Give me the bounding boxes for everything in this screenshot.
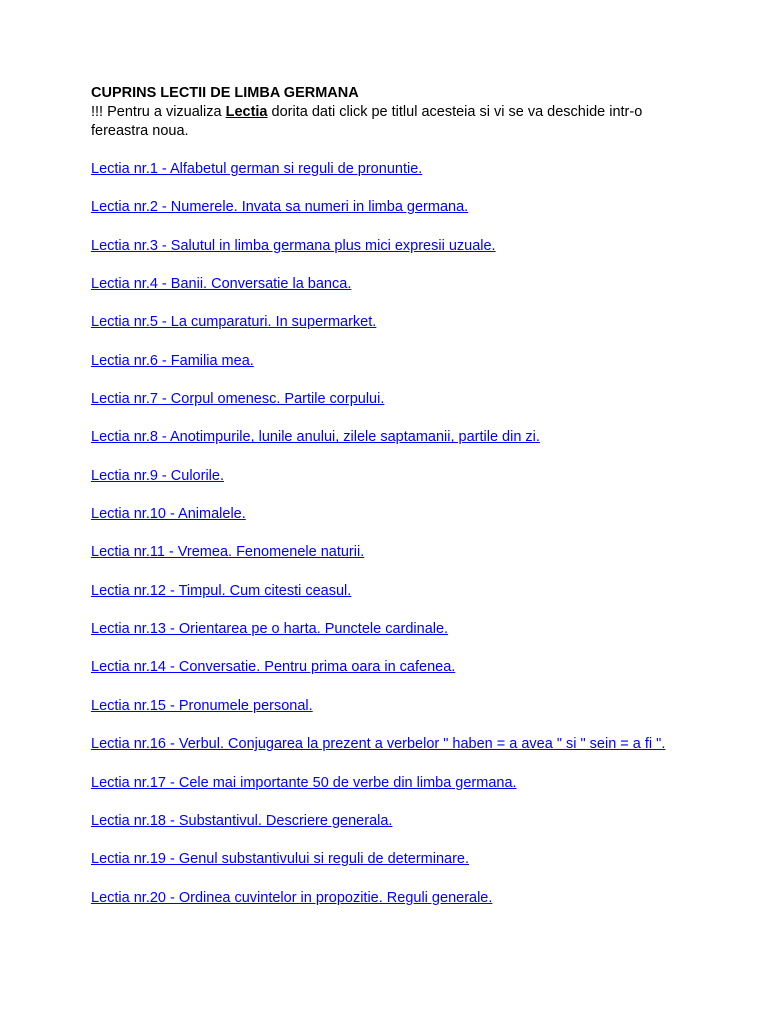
list-item [91, 774, 681, 793]
list-item [91, 275, 681, 294]
lesson-link-20[interactable]: Lectia nr.20 - Ordinea cuvintelor in propozitie. Reguli generale. [91, 889, 493, 906]
lesson-link-5[interactable]: Lectia nr.5 - La cumparaturi. In supermarket. [91, 314, 377, 331]
list-item [91, 467, 681, 486]
intro-text-after: dorita dati click pe titlul acesteia si vi se va deschide intr-o fereastra noua. [91, 104, 643, 139]
lesson-link-11[interactable]: Lectia nr.11 - Vremea. Fenomenele naturii. [91, 544, 365, 561]
list-item [91, 505, 681, 524]
lesson-link-12[interactable]: Lectia nr.12 - Timpul. Cum citesti ceasul. [91, 582, 352, 599]
list-item [91, 160, 681, 179]
lesson-link-8[interactable]: Lectia nr.8 - Anotimpurile, lunile anului, zilele saptamanii, partile din zi. [91, 429, 540, 446]
document-page [91, 84, 681, 927]
lesson-link-3[interactable]: Lectia nr.3 - Salutul in limba germana plus mici expresii uzuale. [91, 237, 496, 254]
list-item [91, 198, 681, 217]
intro-text-before: !!! Pentru a vizualiza [91, 104, 226, 120]
list-item [91, 620, 681, 639]
list-item [91, 237, 681, 256]
intro-keyword: Lectia [225, 104, 268, 120]
list-item [91, 697, 681, 716]
list-item [91, 850, 681, 869]
intro-paragraph [91, 103, 681, 141]
lesson-link-19[interactable]: Lectia nr.19 - Genul substantivului si reguli de determinare. [91, 851, 470, 868]
list-item [91, 543, 681, 562]
lesson-link-2[interactable]: Lectia nr.2 - Numerele. Invata sa numeri in limba germana. [91, 199, 469, 216]
list-item [91, 658, 681, 677]
lesson-link-18[interactable]: Lectia nr.18 - Substantivul. Descriere generala. [91, 812, 393, 829]
lesson-list [91, 160, 681, 908]
document-title: CUPRINS LECTII DE LIMBA GERMANA [91, 85, 359, 101]
lesson-link-15[interactable]: Lectia nr.15 - Pronumele personal. [91, 697, 313, 714]
lesson-link-6[interactable]: Lectia nr.6 - Familia mea. [91, 352, 254, 369]
lesson-link-9[interactable]: Lectia nr.9 - Culorile. [91, 467, 224, 484]
list-item [91, 812, 681, 831]
list-item [91, 889, 681, 908]
list-item [91, 428, 681, 447]
list-item [91, 582, 681, 601]
list-item [91, 313, 681, 332]
lesson-link-14[interactable]: Lectia nr.14 - Conversatie. Pentru prima oara in cafenea. [91, 659, 456, 676]
list-item [91, 390, 681, 409]
list-item [91, 352, 681, 371]
lesson-link-4[interactable]: Lectia nr.4 - Banii. Conversatie la banca. [91, 276, 352, 293]
lesson-link-10[interactable]: Lectia nr.10 - Animalele. [91, 506, 246, 523]
list-item [91, 735, 681, 754]
lesson-link-1[interactable]: Lectia nr.1 - Alfabetul german si reguli de pronuntie. [91, 161, 423, 177]
lesson-link-7[interactable]: Lectia nr.7 - Corpul omenesc. Partile corpului. [91, 391, 385, 408]
lesson-link-13[interactable]: Lectia nr.13 - Orientarea pe o harta. Punctele cardinale. [91, 621, 449, 638]
lesson-link-16[interactable]: Lectia nr.16 - Verbul. Conjugarea la prezent a verbelor " haben = a avea " si " sein = a fi ". [91, 736, 666, 753]
lesson-link-17[interactable]: Lectia nr.17 - Cele mai importante 50 de verbe din limba germana. [91, 774, 517, 791]
